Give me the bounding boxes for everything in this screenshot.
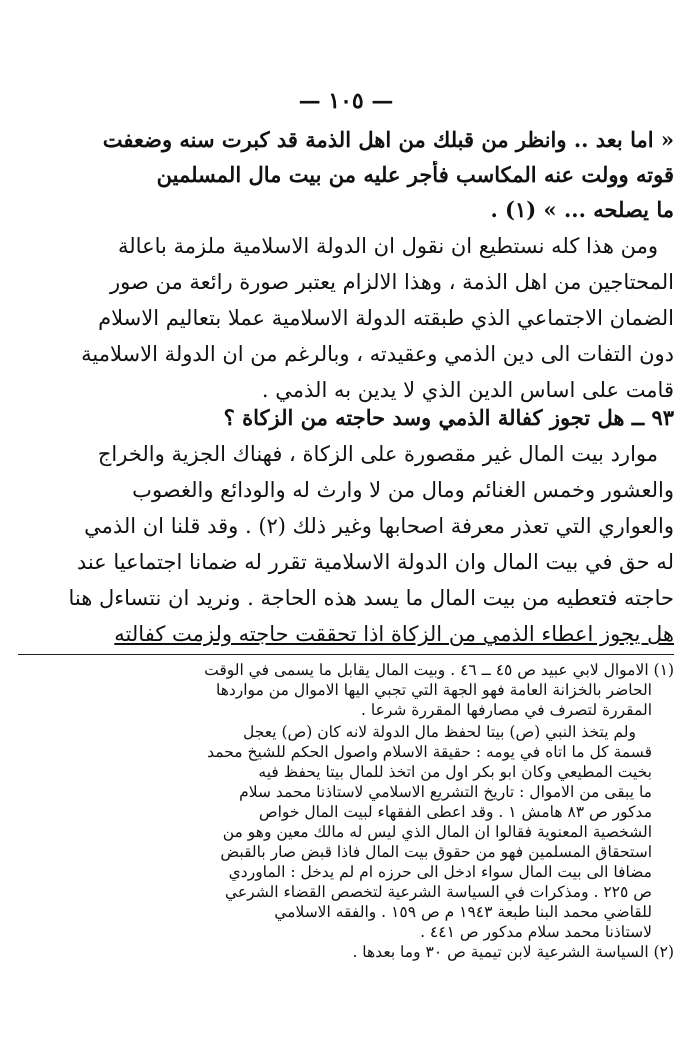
- page-number: — ١٠٥ —: [298, 88, 394, 114]
- footnote-divider: [18, 654, 674, 655]
- footnote-line: مضافا الى بيت المال سواء ادخل الى حرزه ام لم يدخل : الماوردي: [228, 863, 652, 881]
- paragraph-line: المحتاجين من اهل الذمة ، وهذا الالزام يعتبر صورة رائعة من صور: [109, 270, 674, 294]
- paragraph-line: حاجته فتعطيه من بيت المال ما يسد هذه الحاجة . ونريد ان نتساءل هنا: [68, 586, 674, 610]
- quote-line: « اما بعد .. وانظر من قبلك من اهل الذمة قد كبرت سنه وضعفت: [102, 127, 674, 152]
- section-heading: ٩٣ ــ هل تجوز كفالة الذمي وسد حاجته من الزكاة ؟: [223, 405, 674, 430]
- paragraph-line: ومن هذا كله نستطيع ان نقول ان الدولة الاسلامية ملزمة باعالة: [118, 234, 658, 258]
- paragraph-line: دون التفات الى دين الذمي وعقيدته ، وبالرغم من ان الدولة الاسلامية: [81, 342, 674, 366]
- footnote-line: الشخصية المعنوية فقالوا ان المال الذي ليس له مالك معين وهو من: [222, 823, 652, 841]
- paragraph-line: والعواري التي تعذر معرفة اصحابها وغير ذلك (٢) . وقد قلنا ان الذمي: [84, 514, 674, 538]
- quote-line: ما يصلحه ... » (١) .: [490, 197, 674, 222]
- footnote-line: ولم يتخذ النبي (ص) بيتا لحفظ مال الدولة لانه كان (ص) يعجل: [243, 723, 636, 741]
- footnote-line: الحاضر بالخزانة العامة فهو الجهة التي تجبي اليها الاموال من مواردها: [215, 681, 652, 699]
- paragraph-line: له حق في بيت المال وان الدولة الاسلامية تقرر له ضمانا اجتماعيا عند: [76, 550, 674, 574]
- footnote-line: (١) الاموال لابي عبيد ص ٤٥ ــ ٤٦ . وبيت المال يقابل ما يسمى في الوقت: [204, 661, 674, 679]
- footnote-line: المقررة لتصرف في مصارفها المقررة شرعا .: [361, 701, 652, 719]
- paragraph-line: قامت على اساس الدين الذي لا يدين به الذمي .: [261, 378, 674, 402]
- footnote-line: ص ٢٢٥ . ومذكرات في السياسة الشرعية لتخصص القضاء الشرعي: [224, 883, 652, 901]
- footnote-line: (٢) السياسة الشرعية لابن تيمية ص ٣٠ وما بعدها .: [352, 943, 674, 961]
- footnote-line: لاستاذنا محمد سلام مدكور ص ٤٤١ .: [420, 923, 652, 941]
- paragraph-line: هل يجوز اعطاء الذمي من الزكاة اذا تحققت حاجته ولزمت كفالته: [114, 622, 674, 646]
- footnote-line: استحقاق المسلمين فهو من حقوق بيت المال فاذا قبض صار بالقبض: [220, 843, 652, 861]
- footnote-line: مدكور ص ٨٣ هامش ١ . وقد اعطى الفقهاء لبيت المال خواص: [258, 803, 652, 821]
- paragraph-line: موارد بيت المال غير مقصورة على الزكاة ، فهناك الجزية والخراج: [97, 442, 658, 466]
- footnote-line: قسمة كل ما اتاه في يومه : حقيقة الاسلام واصول الحكم للشيخ محمد: [207, 743, 652, 761]
- footnote-line: ما يبقى من الاموال : تاريخ التشريع الاسلامي لاستاذنا محمد سلام: [239, 783, 652, 801]
- footnote-line: للقاضي محمد البنا طبعة ١٩٤٣ م ص ١٥٩ . والفقه الاسلامي: [274, 903, 652, 921]
- paragraph-line: والعشور وخمس الغنائم ومال من لا وارث له والودائع والغصوب: [132, 478, 674, 502]
- paragraph-line: الضمان الاجتماعي الذي طبقته الدولة الاسلامية عملا بتعاليم الاسلام: [98, 306, 674, 330]
- footnote-line: بخيت المطيعي وكان ابو بكر اول من اتخذ للمال بيتا يحفظ فيه: [258, 763, 652, 781]
- quote-line: قوته وولت عنه المكاسب فأجر عليه من بيت مال المسلمين: [156, 162, 674, 187]
